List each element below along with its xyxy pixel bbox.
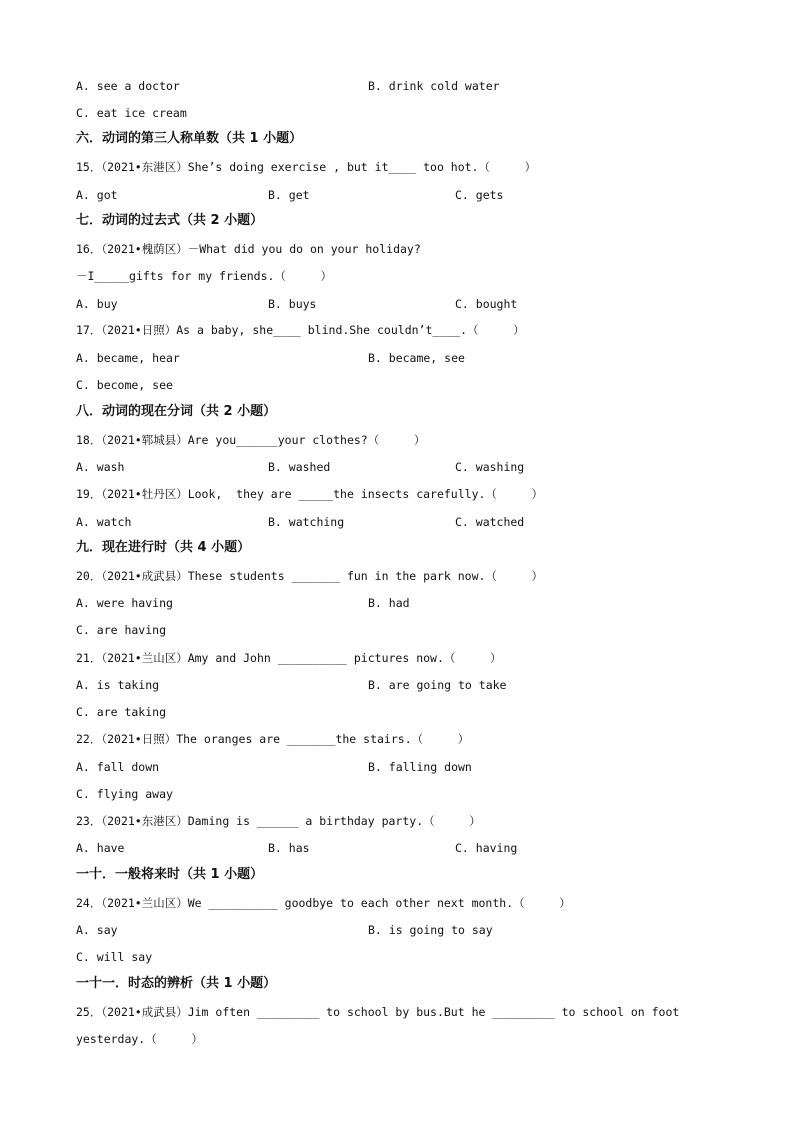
question-text: 19．（2021•牡丹区）Look, they are _____the insects carefully.（ ） [76,487,544,501]
answer-option: B. buys [268,297,317,311]
answer-option: A. were having [76,596,173,610]
section-heading: 一十一．时态的辨析（共 1 小题） [76,976,277,991]
answer-option: A. have [76,841,125,855]
answer-option: A. is taking [76,678,160,692]
section-heading: 八．动词的现在分词（共 2 小题） [76,404,277,419]
answer-option: B. drink cold water [368,79,500,93]
answer-option: C. having [455,841,518,855]
answer-option: B. watching [268,515,345,529]
question-text: 15．（2021•东港区）She’s doing exercise , but it____ too hot.（ ） [76,160,537,174]
question-text: 24．（2021•兰山区）We __________ goodbye to each other next month.（ ） [76,896,571,910]
section-heading: 六．动词的第三人称单数（共 1 小题） [76,131,303,146]
answer-option: A. fall down [76,760,160,774]
answer-option: C. eat ice cream [76,106,187,120]
answer-option: C. gets [455,188,504,202]
answer-option: B. washed [268,460,331,474]
answer-option: A. watch [76,515,132,529]
answer-option: C. are having [76,623,167,637]
answer-option: C. are taking [76,705,167,719]
section-heading: 九．现在进行时（共 4 小题） [76,540,251,555]
answer-option: B. is going to say [368,923,493,937]
answer-option: C. watched [455,515,525,529]
question-text: yesterday.（ ） [76,1032,203,1046]
question-text: 25．（2021•成武县）Jim often _________ to school by bus.But he _________ to school on foot [76,1005,680,1019]
answer-option: C. will say [76,950,153,964]
question-text: 16．（2021•槐荫区）－What did you do on your holiday? [76,242,421,256]
answer-option: B. had [368,596,410,610]
question-text: 17．（2021•日照）As a baby, she____ blind.She couldn’t____.（ ） [76,323,525,337]
section-heading: 七．动词的过去式（共 2 小题） [76,213,264,228]
question-text: 22．（2021•日照）The oranges are _______the stairs.（ ） [76,732,470,746]
answer-option: A. became, hear [76,351,180,365]
question-text: 20．（2021•成武县）These students _______ fun in the park now.（ ） [76,569,544,583]
question-text: 23．（2021•东港区）Daming is ______ a birthday party.（ ） [76,814,481,828]
answer-option: A. buy [76,297,118,311]
answer-option: B. are going to take [368,678,507,692]
answer-option: C. bought [455,297,518,311]
answer-option: B. became, see [368,351,465,365]
answer-option: B. has [268,841,310,855]
question-text: －I_____gifts for my friends.（ ） [76,269,333,283]
question-text: 21．（2021•兰山区）Amy and John __________ pictures now.（ ） [76,651,502,665]
answer-option: C. flying away [76,787,173,801]
answer-option: A. wash [76,460,125,474]
answer-option: C. become, see [76,378,173,392]
question-text: 18．（2021•郓城县）Are you______your clothes?（ ） [76,433,426,447]
answer-option: A. got [76,188,118,202]
answer-option: B. falling down [368,760,472,774]
answer-option: C. washing [455,460,525,474]
answer-option: B. get [268,188,310,202]
answer-option: A. say [76,923,118,937]
answer-option: A. see a doctor [76,79,180,93]
section-heading: 一十．一般将来时（共 1 小题） [76,867,264,882]
